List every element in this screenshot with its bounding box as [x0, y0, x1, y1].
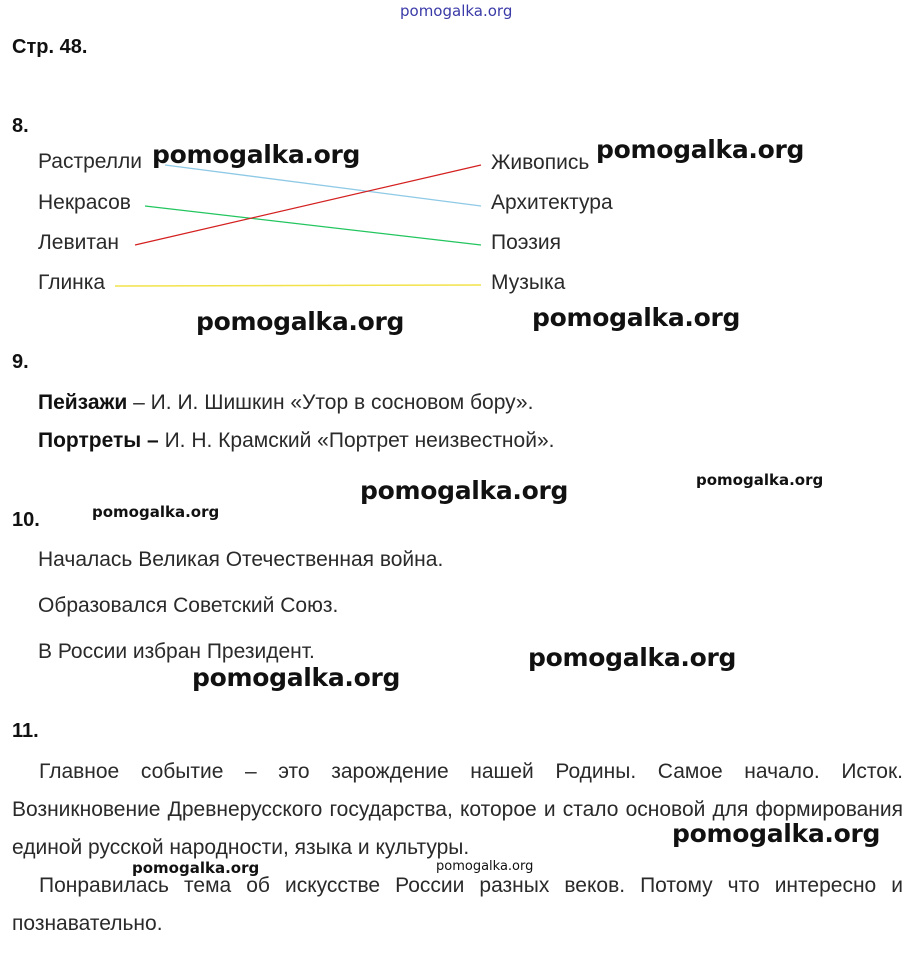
answer-paragraph-2: Понравилась тема об искусстве России разных веков. Потому что интересно и познавательно.: [12, 874, 903, 935]
answer-paragraph-1: Главное событие – это зарождение нашей Родины. Самое начало. Исток. Возникновение Древнерусского государства, которое и стало основой для формирования единой русской народности, языка и культуры.: [12, 760, 903, 859]
watermark: pomogalka.org: [528, 643, 737, 672]
link-line-glinka-music: [115, 285, 481, 286]
right-item-painting: Живопись: [491, 151, 590, 174]
task-10-number: 10.: [12, 509, 40, 531]
left-item-levitan: Левитан: [38, 231, 120, 254]
task-8-number: 8.: [12, 115, 29, 137]
link-line-nekrasov-poetry: [145, 206, 481, 245]
portraits-line: [38, 429, 554, 453]
watermark: pomogalka.org: [132, 859, 260, 877]
link-line-levitan-painting: [135, 165, 481, 245]
event-line-2: Образовался Советский Союз.: [38, 594, 339, 617]
landscapes-line: [38, 391, 533, 415]
event-line-1: Началась Великая Отечественная война.: [38, 548, 444, 571]
answer-paragraphs: [12, 753, 903, 943]
right-item-architecture: Архитектура: [491, 191, 613, 214]
watermark: pomogalka.org: [672, 819, 881, 848]
page-reference: Стр. 48.: [12, 36, 88, 58]
portraits-text: И. Н. Крамский «Портрет неизвестной».: [158, 429, 555, 452]
right-item-music: Музыка: [491, 271, 566, 294]
watermark: pomogalka.org: [192, 663, 401, 692]
watermark: pomogalka.org: [436, 859, 534, 874]
watermark: pomogalka.org: [360, 476, 569, 505]
watermark: pomogalka.org: [696, 471, 824, 489]
watermark: pomogalka.org: [532, 303, 741, 332]
top-watermark: pomogalka.org: [400, 2, 513, 20]
task-11-number: 11.: [12, 720, 39, 742]
left-item-nekrasov: Некрасов: [38, 191, 131, 214]
right-item-poetry: Поэзия: [491, 231, 561, 254]
portraits-label: Портреты –: [38, 429, 159, 452]
landscapes-text: – И. И. Шишкин «Утор в сосновом бору».: [127, 391, 534, 414]
landscapes-label: Пейзажи: [38, 391, 128, 414]
watermark: pomogalka.org: [152, 140, 361, 169]
link-line-rastrelli-architecture: [165, 165, 481, 206]
watermark: pomogalka.org: [596, 135, 805, 164]
task-9-number: 9.: [12, 351, 29, 373]
left-item-glinka: Глинка: [38, 271, 106, 294]
event-line-3: В России избран Президент.: [38, 640, 315, 663]
watermark: pomogalka.org: [92, 503, 220, 521]
watermark: pomogalka.org: [196, 307, 405, 336]
left-item-rastrelli: Растрелли: [38, 150, 143, 173]
